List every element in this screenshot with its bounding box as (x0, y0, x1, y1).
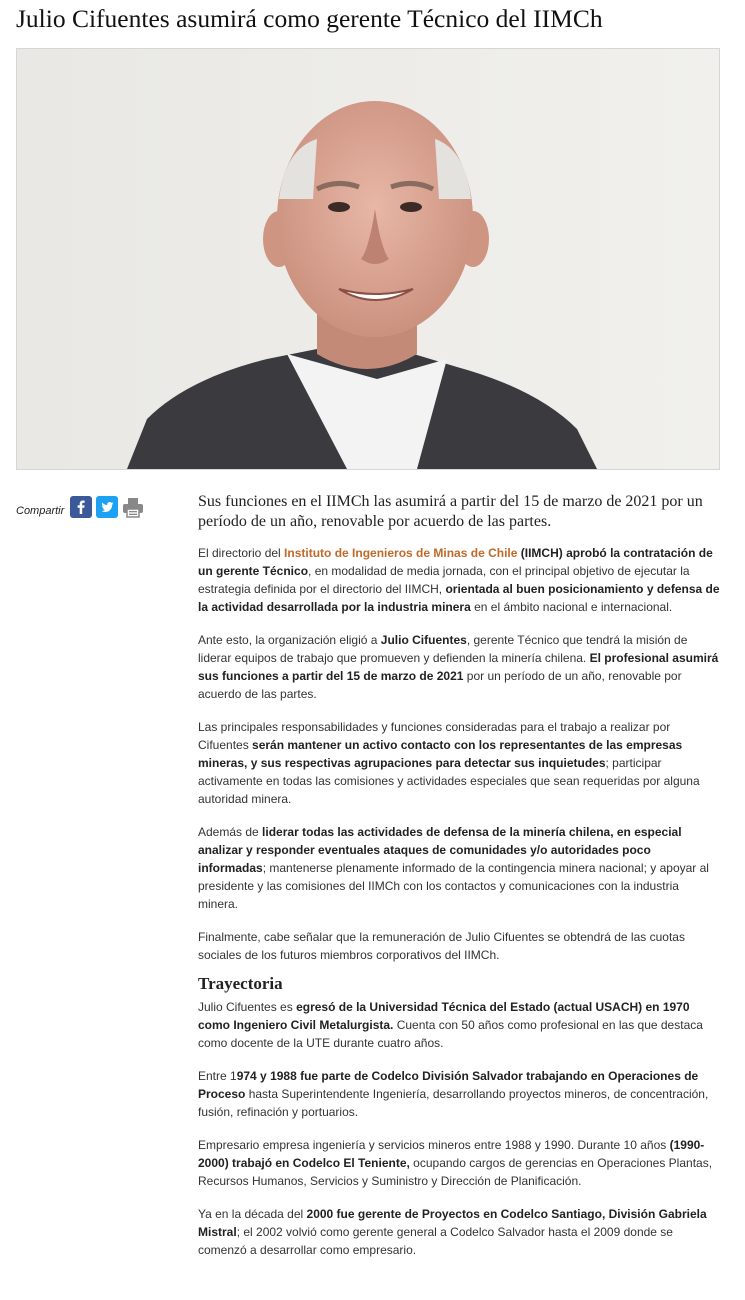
paragraph-2: Ante esto, la organización eligió a Julio Cifuentes, gerente Técnico que tendrá la misión de liderar equipos de trabajo que promueven y defienden la minería chilena. El profesional asumirá sus funciones a partir del 15 de marzo de 2021 por un período de un año, renovable por acuerdo de las partes. (198, 633, 719, 701)
paragraph-4: Además de liderar todas las actividades de defensa de la minería chilena, en especial analizar y responder eventuales ataques de comunidades y/o autoridades poco informadas; mantenerse plenamente informado de la contingencia minera nacional; y apoyar al presidente y las comisiones del IIMCh con los contactos y comunicaciones con la industria minera. (198, 825, 709, 911)
paragraph-9: Ya en la década del 2000 fue gerente de Proyectos en Codelco Santiago, División Gabriela Mistral; el 2002 volvió como gerente general a Codelco Salvador hasta el 2009 donde se comenzó a desarrollar como empresario. (198, 1207, 707, 1257)
paragraph-6: Julio Cifuentes es egresó de la Universidad Técnica del Estado (actual USACH) en 1970 como Ingeniero Civil Metalurgista. Cuenta con 50 años como profesional en las que destaca como docente de la UTE durante cuatro años. (198, 1000, 703, 1050)
iimch-link[interactable]: Instituto de Ingenieros de Minas de Chile (284, 546, 518, 560)
paragraph-7: Entre 1974 y 1988 fue parte de Codelco División Salvador trabajando en Operaciones de Proceso hasta Superintendente Ingeniería, desarrollando proyectos mineros, de concentración, fusión, refinación y portuarios. (198, 1069, 709, 1119)
trayectoria-heading: Trayectoria (198, 974, 283, 993)
paragraph-3: Las principales responsabilidades y funciones consideradas para el trabajo a realizar por Cifuentes serán mantener un activo contacto con los representantes de las empresas mineras, y sus respectivas agrupaciones para detectar sus inquietudes; participar activamente en todas las comisiones y actividades especiales que sean requeridas por alguna autoridad minera. (198, 720, 700, 806)
article-photo (16, 48, 720, 470)
facebook-icon[interactable] (70, 496, 92, 518)
paragraph-5: Finalmente, cabe señalar que la remuneración de Julio Cifuentes se obtendrá de las cuotas sociales de los futuros miembros corporativos del IIMCh. (198, 930, 685, 962)
share-label: Compartir (16, 505, 65, 517)
article-body (198, 492, 720, 1274)
twitter-icon[interactable] (96, 496, 118, 518)
share-bar (16, 495, 148, 519)
paragraph-8: Empresario empresa ingeniería y servicios mineros entre 1988 y 1990. Durante 10 años (1990-2000) trabajó en Codelco El Teniente, ocupando cargos de gerencias en Operaciones Plantas, Recursos Humanos, Servicios y Suministro y Dirección de Planificación. (198, 1138, 713, 1188)
article-lead: Sus funciones en el IIMCh las asumirá a partir del 15 de marzo de 2021 por un período de un año, renovable por acuerdo de las partes. (198, 493, 703, 530)
paragraph-1: El directorio del Instituto de Ingenieros de Minas de Chile (IIMCH) aprobó la contratación de un gerente Técnico, en modalidad de media jornada, con el principal objetivo de ejecutar la estrategia definida por el directorio del IIMCH, orientada al buen posicionamiento y defensa de la actividad desarrollada por la industria minera en el ámbito nacional e internacional. (198, 546, 720, 614)
print-icon[interactable] (122, 496, 144, 518)
article-title: Julio Cifuentes asumirá como gerente Técnico del IIMCh (16, 4, 603, 33)
